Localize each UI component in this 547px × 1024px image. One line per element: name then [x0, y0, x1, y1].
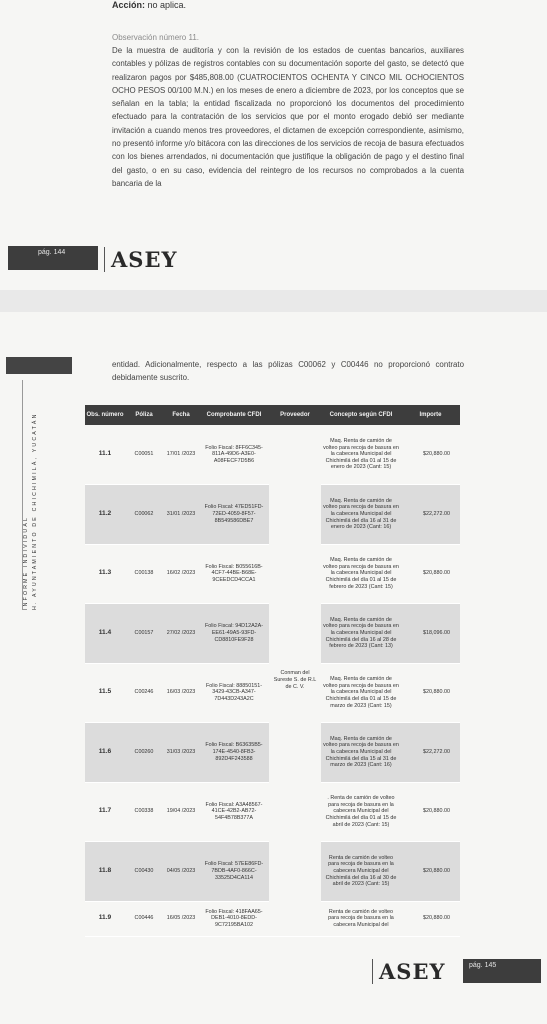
- cell-poliza: C00157: [125, 604, 163, 664]
- header-obs: Obs. número: [85, 405, 125, 425]
- observation-table: [85, 405, 460, 937]
- cell-poliza: C00338: [125, 782, 163, 842]
- cell-importe: $20,880.00: [401, 425, 460, 485]
- cell-num: 11.3: [85, 544, 125, 604]
- cell-concepto: Maq. Renta de camión de volteo para recoja de basura en la cabecera Municipal del Chichimilá del día 15 al 31 de marzo de 2023 (Cant: 16): [321, 723, 401, 783]
- header-importe: Importe: [401, 405, 460, 425]
- cell-num: 11.9: [85, 901, 125, 936]
- cell-poliza: C00260: [125, 723, 163, 783]
- sidebar-header-block: [6, 357, 72, 374]
- asey-logo: ASEY: [104, 247, 177, 272]
- sidebar-vertical-text: [22, 412, 40, 610]
- cell-concepto: Maq. Renta de camión de volteo para recoja de basura en la cabecera Municipal del Chichimilá del día 16 al 28 de febrero de 2023 (Cant: 13): [321, 604, 401, 664]
- header-fecha: Fecha: [163, 405, 199, 425]
- cell-poliza: C00051: [125, 425, 163, 485]
- sidebar-line-1: INFORME INDIVIDUAL: [23, 515, 29, 610]
- cell-folio: Folio Fiscal: A3A48567-41CE-42B2-AB72-54F4B78B377A: [199, 782, 269, 842]
- cell-num: 11.1: [85, 425, 125, 485]
- cell-fecha: 27/02 /2023: [163, 604, 199, 664]
- cell-importe: $20,880.00: [401, 782, 460, 842]
- cell-fecha: 19/04 /2023: [163, 782, 199, 842]
- cell-fecha: 31/03 /2023: [163, 723, 199, 783]
- cell-concepto: . Renta de camión de volteo para recoja de basura en la cabecera Municipal del Chichimilá del día 01 al 15 de abril de 2023 (Cant: 15): [321, 782, 401, 842]
- cell-folio: Folio Fiscal: 418FAA65-DEB1-4010-8EDD-9C72195BA102: [199, 901, 269, 936]
- cell-proveedor: Conman del Sureste S. de R.L de C. V.: [269, 425, 321, 936]
- cell-num: 11.4: [85, 604, 125, 664]
- page-number-box: pág. 145: [463, 959, 541, 983]
- cell-poliza: C00430: [125, 842, 163, 902]
- cell-folio: Folio Fiscal: 94D12A2A-EE61-49A5-93FD-CD8810FE9F28: [199, 604, 269, 664]
- cell-poliza: C00246: [125, 663, 163, 723]
- cell-fecha: 16/02 /2023: [163, 544, 199, 604]
- cell-num: 11.7: [85, 782, 125, 842]
- cell-num: 11.2: [85, 485, 125, 545]
- cell-importe: $20,880.00: [401, 663, 460, 723]
- cell-poliza: C00138: [125, 544, 163, 604]
- table-header-row: [85, 405, 460, 425]
- cell-folio: Folio Fiscal: 57EE86FD-7BDB-4AF0-866C-33525D4CA114: [199, 842, 269, 902]
- header-concepto: Concepto según CFDI: [321, 405, 401, 425]
- cell-concepto: Renta de camión de volteo para recoja de basura en la cabecera Municipal del Chichimilá del día 16 al 30 de abril de 2023 (Cant: 15): [321, 842, 401, 902]
- cell-poliza: C00062: [125, 485, 163, 545]
- table-row: [85, 425, 460, 485]
- page-number-box: pág. 144: [8, 246, 98, 270]
- header-proveedor: Proveedor: [269, 405, 321, 425]
- cell-fecha: 31/01 /2023: [163, 485, 199, 545]
- cell-importe: $20,880.00: [401, 544, 460, 604]
- cell-concepto: Renta de camión de volteo para recoja de basura en la cabecera Municipal del: [321, 901, 401, 936]
- cell-importe: $22,272.00: [401, 485, 460, 545]
- cell-importe: $20,880.00: [401, 842, 460, 902]
- sidebar-line-2: H. AYUNTAMIENTO DE CHICHIMILÁ, YUCATÁN: [32, 412, 38, 610]
- cell-fecha: 16/03 /2023: [163, 663, 199, 723]
- page-144: [0, 0, 547, 290]
- observation-title: Observación número 11.: [112, 33, 200, 42]
- cell-folio: Folio Fiscal: 8FF6C345-811A-49D6-A3E0-A08FECF7D5B6: [199, 425, 269, 485]
- cell-fecha: 16/05 /2023: [163, 901, 199, 936]
- cell-concepto: Maq. Renta de camión de volteo para recoja de basura en la cabecera Municipal del Chichimilá del día 01 al 15 de marzo de 2023 (Cant: 15): [321, 663, 401, 723]
- cell-fecha: 04/05 /2023: [163, 842, 199, 902]
- cell-folio: Folio Fiscal: 47ED51FD-72ED-4059-8F57-8B549586DBE7: [199, 485, 269, 545]
- cell-folio: Folio Fiscal: B63635B5-174E-4540-8FB3-892D4F243588: [199, 723, 269, 783]
- cell-importe: $18,096.00: [401, 604, 460, 664]
- header-poliza: Póliza: [125, 405, 163, 425]
- cell-folio: Folio Fiscal: B055616B-4CF7-44BE-B68E-9CEEDCD4CCA1: [199, 544, 269, 604]
- cell-num: 11.5: [85, 663, 125, 723]
- cell-folio: Folio Fiscal: 88850151-3429-43CB-A347-7D443D243A2C: [199, 663, 269, 723]
- continuation-paragraph: entidad. Adicionalmente, respecto a las pólizas C00062 y C00446 no proporcionó contrato debidamente suscrito.: [112, 360, 464, 383]
- accion-value: no aplica.: [145, 0, 187, 10]
- cell-importe: $20,880.00: [401, 901, 460, 936]
- header-comprobante: Comprobante CFDI: [199, 405, 269, 425]
- accion-label: Acción:: [112, 0, 146, 10]
- cell-poliza: C00446: [125, 901, 163, 936]
- cell-fecha: 17/01 /2023: [163, 425, 199, 485]
- cell-concepto: Maq. Renta de camión de volteo para recoja de basura en la cabecera Municipal del Chichimilá del día 01 al 15 de enero de 2023 (Cant: 15): [321, 425, 401, 485]
- observation-paragraph: De la muestra de auditoría y con la revisión de los estados de cuentas bancarios, auxiliares contables y pólizas de registros contables con su documentación soporte del gasto, se detectó que realizaron pagos por $485,808.00 (CUATROCIENTOS OCHENTA Y CINCO MIL OCHOCIENTOS OCHO PESOS 00/100 M.N.) en los meses de enero a diciembre de 2023, por los conceptos que se señalan en la tabla; la entidad fiscalizada no proporcionó los documentos del procedimiento efectuado para la contratación de los servicios que por el monto erogado debió ser mediante invitación a cuando menos tres proveedores, el dictamen de excepción correspondiente, asimismo, no presentó informe y/o bitácora con las direcciones de los servicios de recoja de basura efectuados con los bienes arrendados, ni documentación que justifique la obligación de pago y el destino final del gasto, o en su caso, evidencia del reintegro de los recursos no comprobados a la cuenta bancaria de la: [112, 46, 464, 188]
- cell-num: 11.8: [85, 842, 125, 902]
- asey-logo: ASEY: [372, 959, 445, 984]
- cell-concepto: Maq. Renta de camión de volteo para recoja de basura en la cabecera Municipal del Chichimilá del día 16 al 31 de enero de 2023 (Cant: 16): [321, 485, 401, 545]
- cell-num: 11.6: [85, 723, 125, 783]
- cell-importe: $22,272.00: [401, 723, 460, 783]
- accion-line: [112, 0, 186, 10]
- cell-concepto: Maq. Renta de camión de volteo para recoja de basura en la cabecera Municipal del Chichimilá del día 01 al 15 de febrero de 2023 (Cant: 15): [321, 544, 401, 604]
